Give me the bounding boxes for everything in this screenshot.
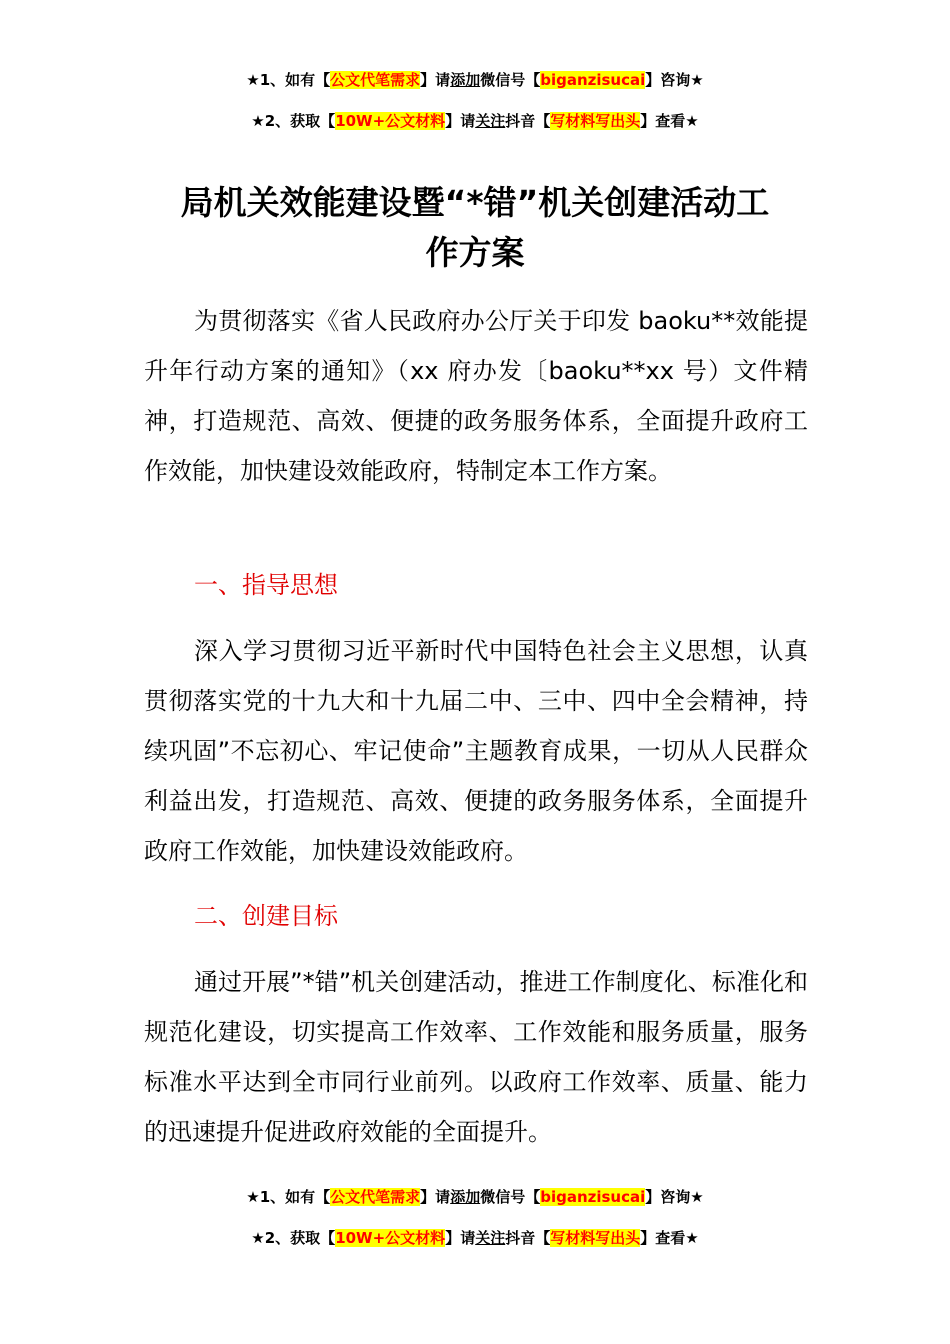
- section-heading-creation-goals: 二、创建目标: [194, 902, 338, 930]
- banner-text: 】咨询★: [645, 71, 704, 89]
- intro-paragraph: 为贯彻落实《省人民政府办公厅关于印发 baoku**效能提升年行动方案的通知》（xx 府办发〔baoku**xx 号）文件精神，打造规范、高效、便捷的政务服务体系，全面提升政府工作效能，加快建设效能政府，特制定本工作方案。: [144, 307, 808, 485]
- document-title: [140, 178, 810, 278]
- banner-text: 】请: [420, 71, 451, 89]
- banner-text: ★2、获取【: [251, 112, 336, 130]
- top-banner-line-1: [0, 70, 950, 90]
- banner-underlined: 添加: [450, 71, 481, 89]
- banner-douyin-id: 写材料写出头: [550, 112, 641, 130]
- banner-text: ★1、如有【: [246, 71, 331, 89]
- document-title-line-1: 局机关效能建设暨“*错”机关创建活动工: [180, 183, 770, 222]
- banner-underlined: 关注: [475, 1229, 506, 1247]
- banner-text: 】查看★: [640, 1229, 699, 1247]
- banner-highlight: 10W+公文材料: [335, 112, 446, 130]
- banner-text: 微信号【: [480, 1188, 541, 1206]
- section-body-creation-goals: 通过开展”*错”机关创建活动，推进工作制度化、标准化和规范化建设，切实提高工作效率、工作效能和服务质量，服务标准水平达到全市同行业前列。以政府工作效率、质量、能力的迅速提升促进政府效能的全面提升。: [144, 968, 808, 1146]
- banner-wechat-id: biganzisucai: [540, 71, 646, 89]
- bottom-banner-line-1: [0, 1187, 950, 1207]
- banner-text: 】查看★: [640, 112, 699, 130]
- banner-highlight: 公文代笔需求: [330, 1188, 421, 1206]
- section-heading-guiding-ideology: 一、指导思想: [194, 571, 338, 599]
- banner-douyin-id: 写材料写出头: [550, 1229, 641, 1247]
- banner-text: 】请: [445, 112, 476, 130]
- top-banner-line-2: [0, 111, 950, 131]
- bottom-banner-line-2: [0, 1228, 950, 1248]
- banner-wechat-id: biganzisucai: [540, 1188, 646, 1206]
- banner-highlight: 公文代笔需求: [330, 71, 421, 89]
- banner-text: ★1、如有【: [246, 1188, 331, 1206]
- banner-text: ★2、获取【: [251, 1229, 336, 1247]
- document-title-line-2: 作方案: [425, 233, 525, 272]
- banner-text: 抖音【: [505, 1229, 551, 1247]
- banner-underlined: 关注: [475, 112, 506, 130]
- section-body-guiding-ideology: 深入学习贯彻习近平新时代中国特色社会主义思想，认真贯彻落实党的十九大和十九届二中、三中、四中全会精神，持续巩固”不忘初心、牢记使命”主题教育成果，一切从人民群众利益出发，打造规范、高效、便捷的政务服务体系，全面提升政府工作效能，加快建设效能政府。: [144, 637, 808, 865]
- banner-text: 微信号【: [480, 71, 541, 89]
- banner-text: 】请: [420, 1188, 451, 1206]
- banner-text: 】请: [445, 1229, 476, 1247]
- banner-highlight: 10W+公文材料: [335, 1229, 446, 1247]
- banner-text: 抖音【: [505, 112, 551, 130]
- banner-text: 】咨询★: [645, 1188, 704, 1206]
- banner-underlined: 添加: [450, 1188, 481, 1206]
